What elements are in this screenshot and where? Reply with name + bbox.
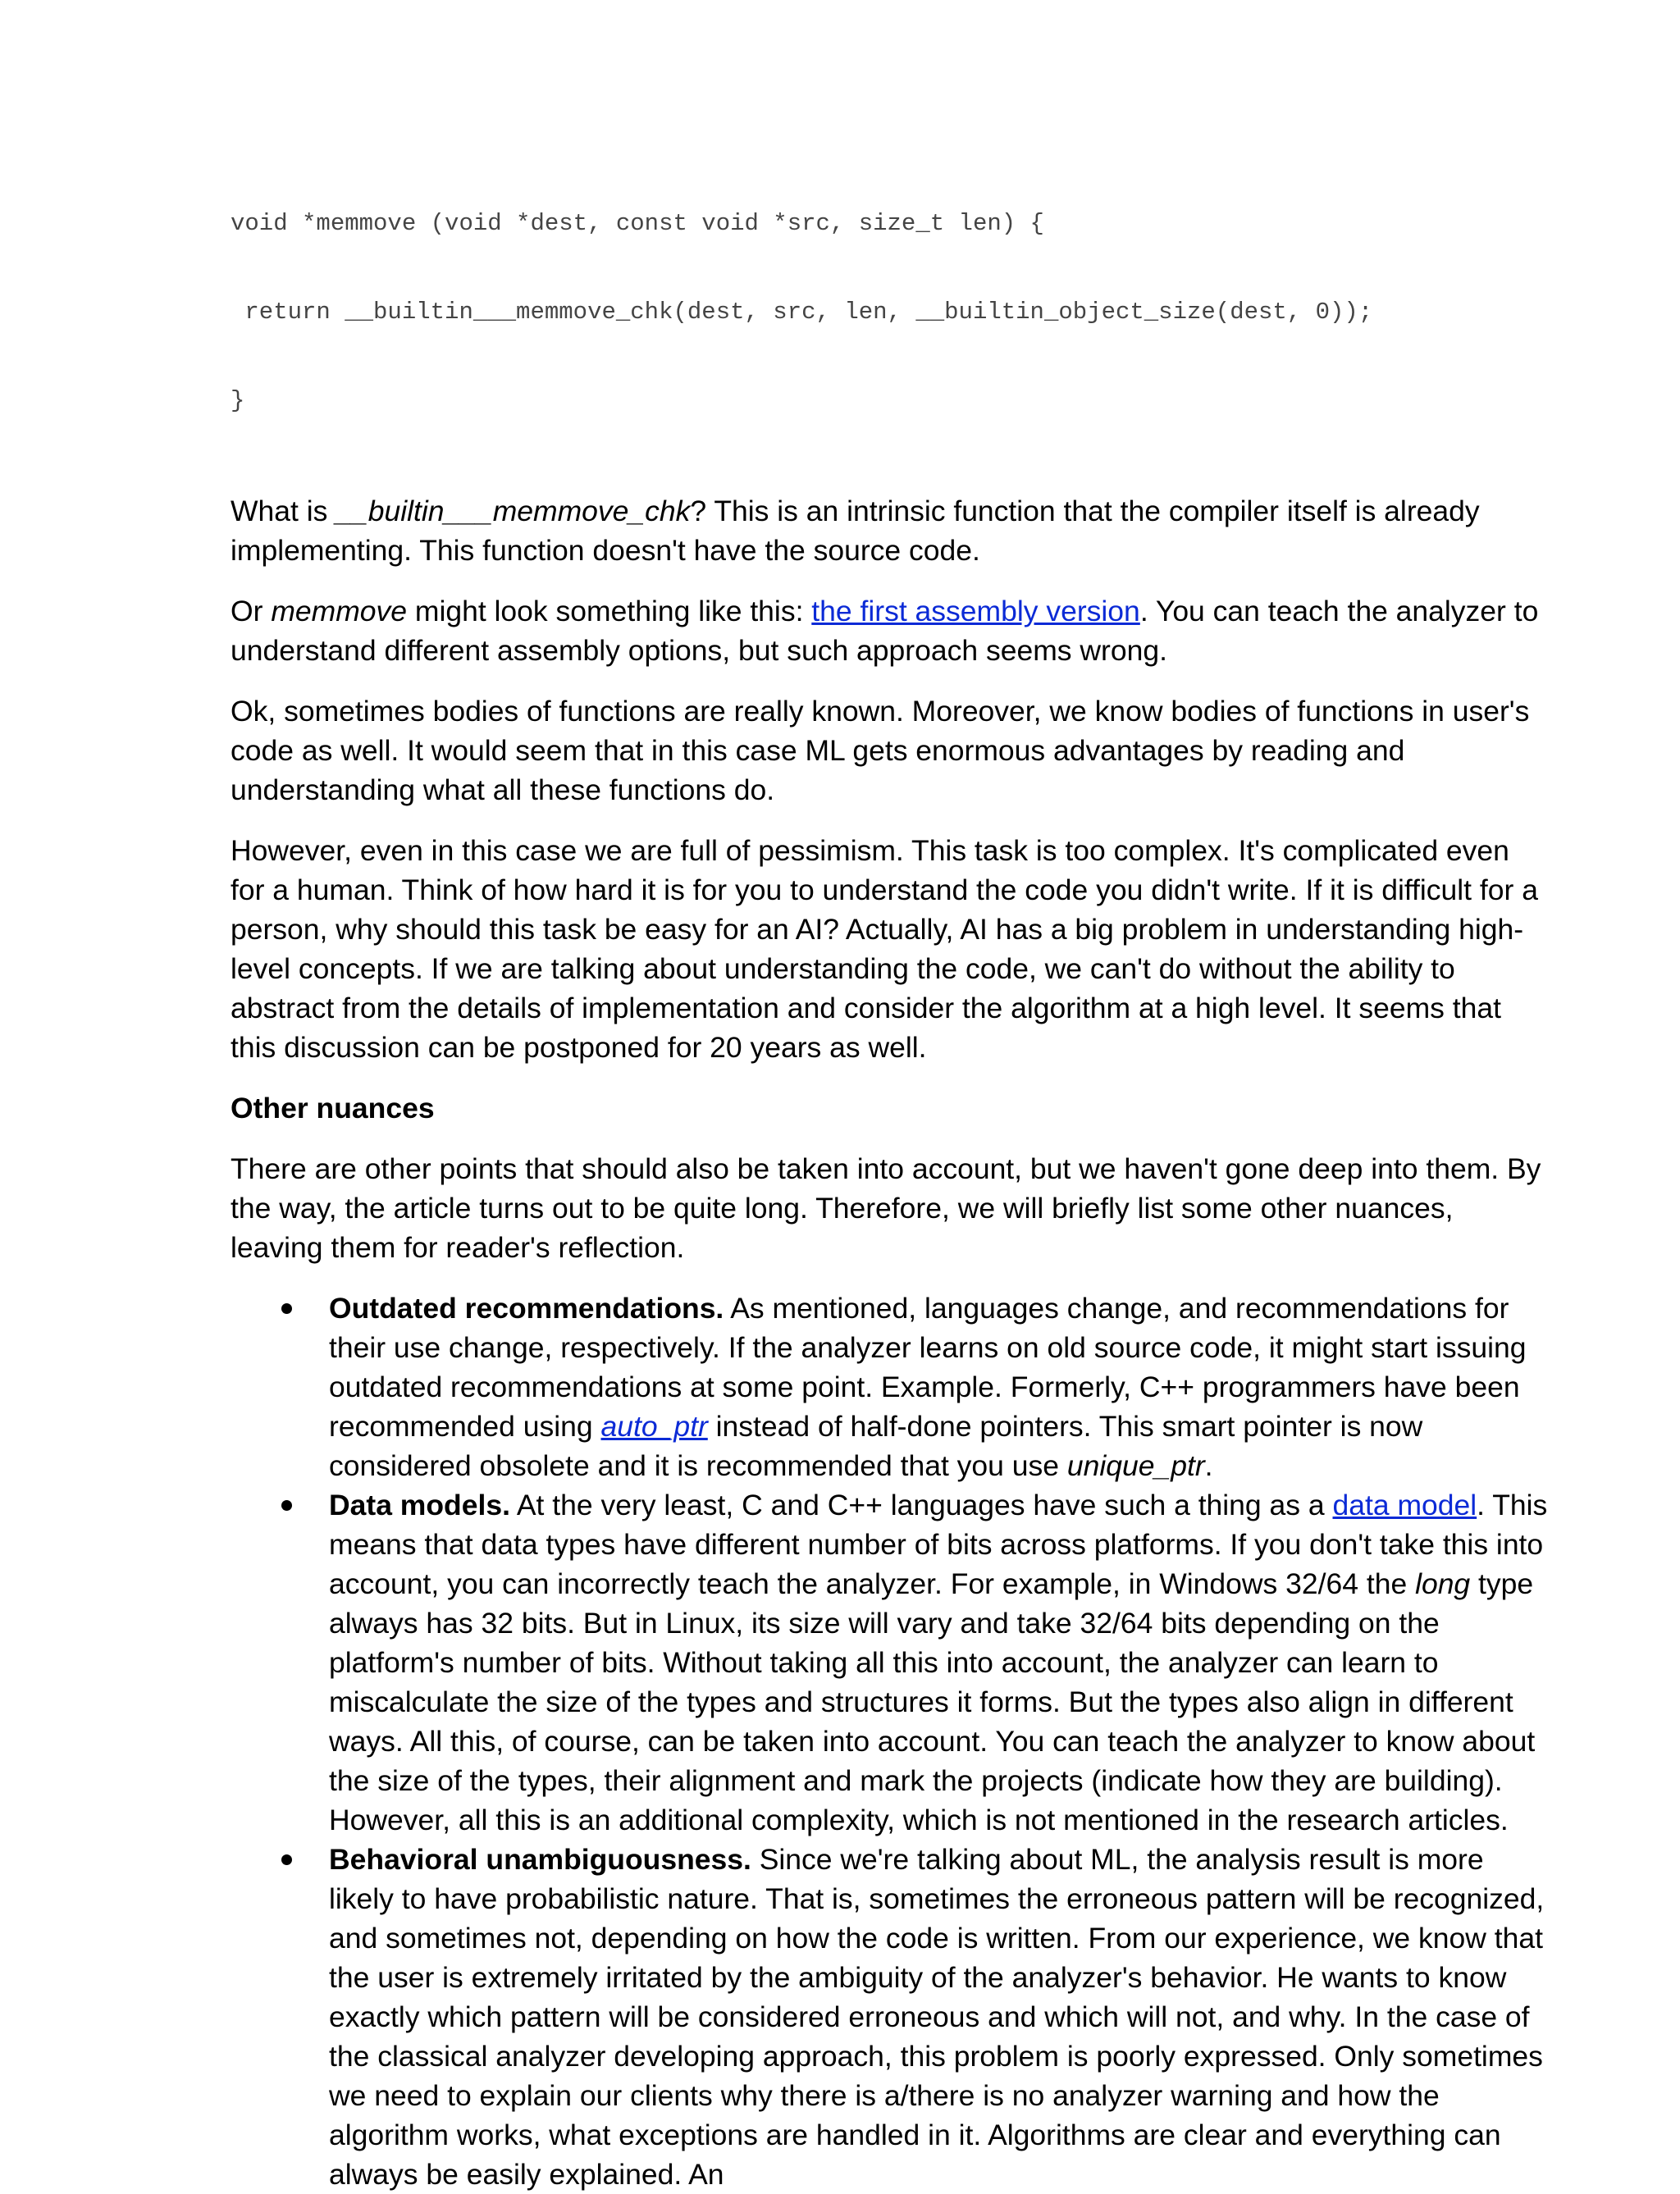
unique-ptr-name: unique_ptr	[1066, 1449, 1205, 1482]
code-line: void *memmove (void *dest, const void *src, size_t len) {	[231, 210, 1044, 237]
auto-ptr-link[interactable]: auto_ptr	[600, 1410, 708, 1443]
list-item-title: Data models.	[329, 1489, 510, 1521]
list-item-outdated: Outdated recommendations. As mentioned, languages change, and recommendations for their use change, respectively. If the analyzer learns on old source code, it might start issuing outdated recommendations at some point. Example. Formerly, C++ programmers have been recommended using auto_ptr instead of half-done pointers. This smart pointer is now considered obsolete and it is recommended that you use unique_ptr.	[231, 1289, 1551, 1485]
long-type-name: long	[1415, 1567, 1471, 1600]
nuances-list	[231, 1289, 1551, 2194]
bullet-icon	[281, 1500, 292, 1511]
paragraph-memmove: Or memmove might look something like this: the first assembly version. You can teach the analyzer to understand different assembly options, but such approach seems wrong.	[231, 595, 1539, 667]
builtin-function-name: __builtin___memmove_chk	[336, 495, 691, 527]
bullet-icon	[281, 1303, 292, 1314]
section-heading: Other nuances	[231, 1092, 435, 1124]
code-line: }	[231, 387, 245, 414]
assembly-version-link[interactable]: the first assembly version	[811, 595, 1140, 627]
paragraph-known-bodies: Ok, sometimes bodies of functions are really known. Moreover, we know bodies of functions in user's code as well. It would seem that in this case ML gets enormous advantages by reading and understanding what all these functions do.	[231, 695, 1530, 806]
list-item-title: Outdated recommendations.	[329, 1292, 724, 1325]
list-item-data-models: Data models. At the very least, C and C++ languages have such a thing as a data model. This means that data types have different number of bits across platforms. If you don't take this into account, you can incorrectly teach the analyzer. For example, in Windows 32/64 the long type always has 32 bits. But in Linux, its size will vary and take 32/64 bits depending on the platform's number of bits. Without taking all this into account, the analyzer can learn to miscalculate the size of the types and structures it forms. But the types also align in different ways. All this, of course, can be taken into account. You can teach the analyzer to know about the size of the types, their alignment and mark the projects (indicate how they are building). However, all this is an additional complexity, which is not mentioned in the research articles.	[231, 1485, 1551, 1840]
paragraph-builtin: What is __builtin___memmove_chk? This is an intrinsic function that the compiler itself is already implementing. This function doesn't have the source code.	[231, 495, 1480, 567]
paragraph-other-points: There are other points that should also be taken into account, but we haven't gone deep into them. By the way, the article turns out to be quite long. Therefore, we will briefly list some other nuances, leaving them for reader's reflection.	[231, 1152, 1541, 1264]
code-line: return __builtin___memmove_chk(dest, src, len, __builtin_object_size(dest, 0));	[231, 299, 1373, 326]
list-item-title: Behavioral unambiguousness.	[329, 1843, 751, 1876]
memmove-name: memmove	[271, 595, 408, 627]
code-block	[231, 150, 1551, 475]
list-item-behavioral: Behavioral unambiguousness. Since we're talking about ML, the analysis result is more likely to have probabilistic nature. That is, sometimes the erroneous pattern will be recognized, and sometimes not, depending on how the code is written. From our experience, we know that the user is extremely irritated by the ambiguity of the analyzer's behavior. He wants to know exactly which pattern will be considered erroneous and which will not, and why. In the case of the classical analyzer developing approach, this problem is poorly expressed. Only sometimes we need to explain our clients why there is a/there is no analyzer warning and how the algorithm works, what exceptions are handled in it. Algorithms are clear and everything can always be easily explained. An	[231, 1840, 1551, 2194]
paragraph-pessimism: However, even in this case we are full of pessimism. This task is too complex. It's complicated even for a human. Think of how hard it is for you to understand the code you didn't write. If it is difficult for a person, why should this task be easy for an AI? Actually, AI has a big problem in understanding high-level concepts. If we are talking about understanding the code, we can't do without the ability to abstract from the details of implementation and consider the algorithm at a high level. It seems that this discussion can be postponed for 20 years as well.	[231, 834, 1538, 1064]
data-model-link[interactable]: data model	[1332, 1489, 1477, 1521]
bullet-icon	[281, 1854, 292, 1865]
document-page	[231, 150, 1551, 2194]
